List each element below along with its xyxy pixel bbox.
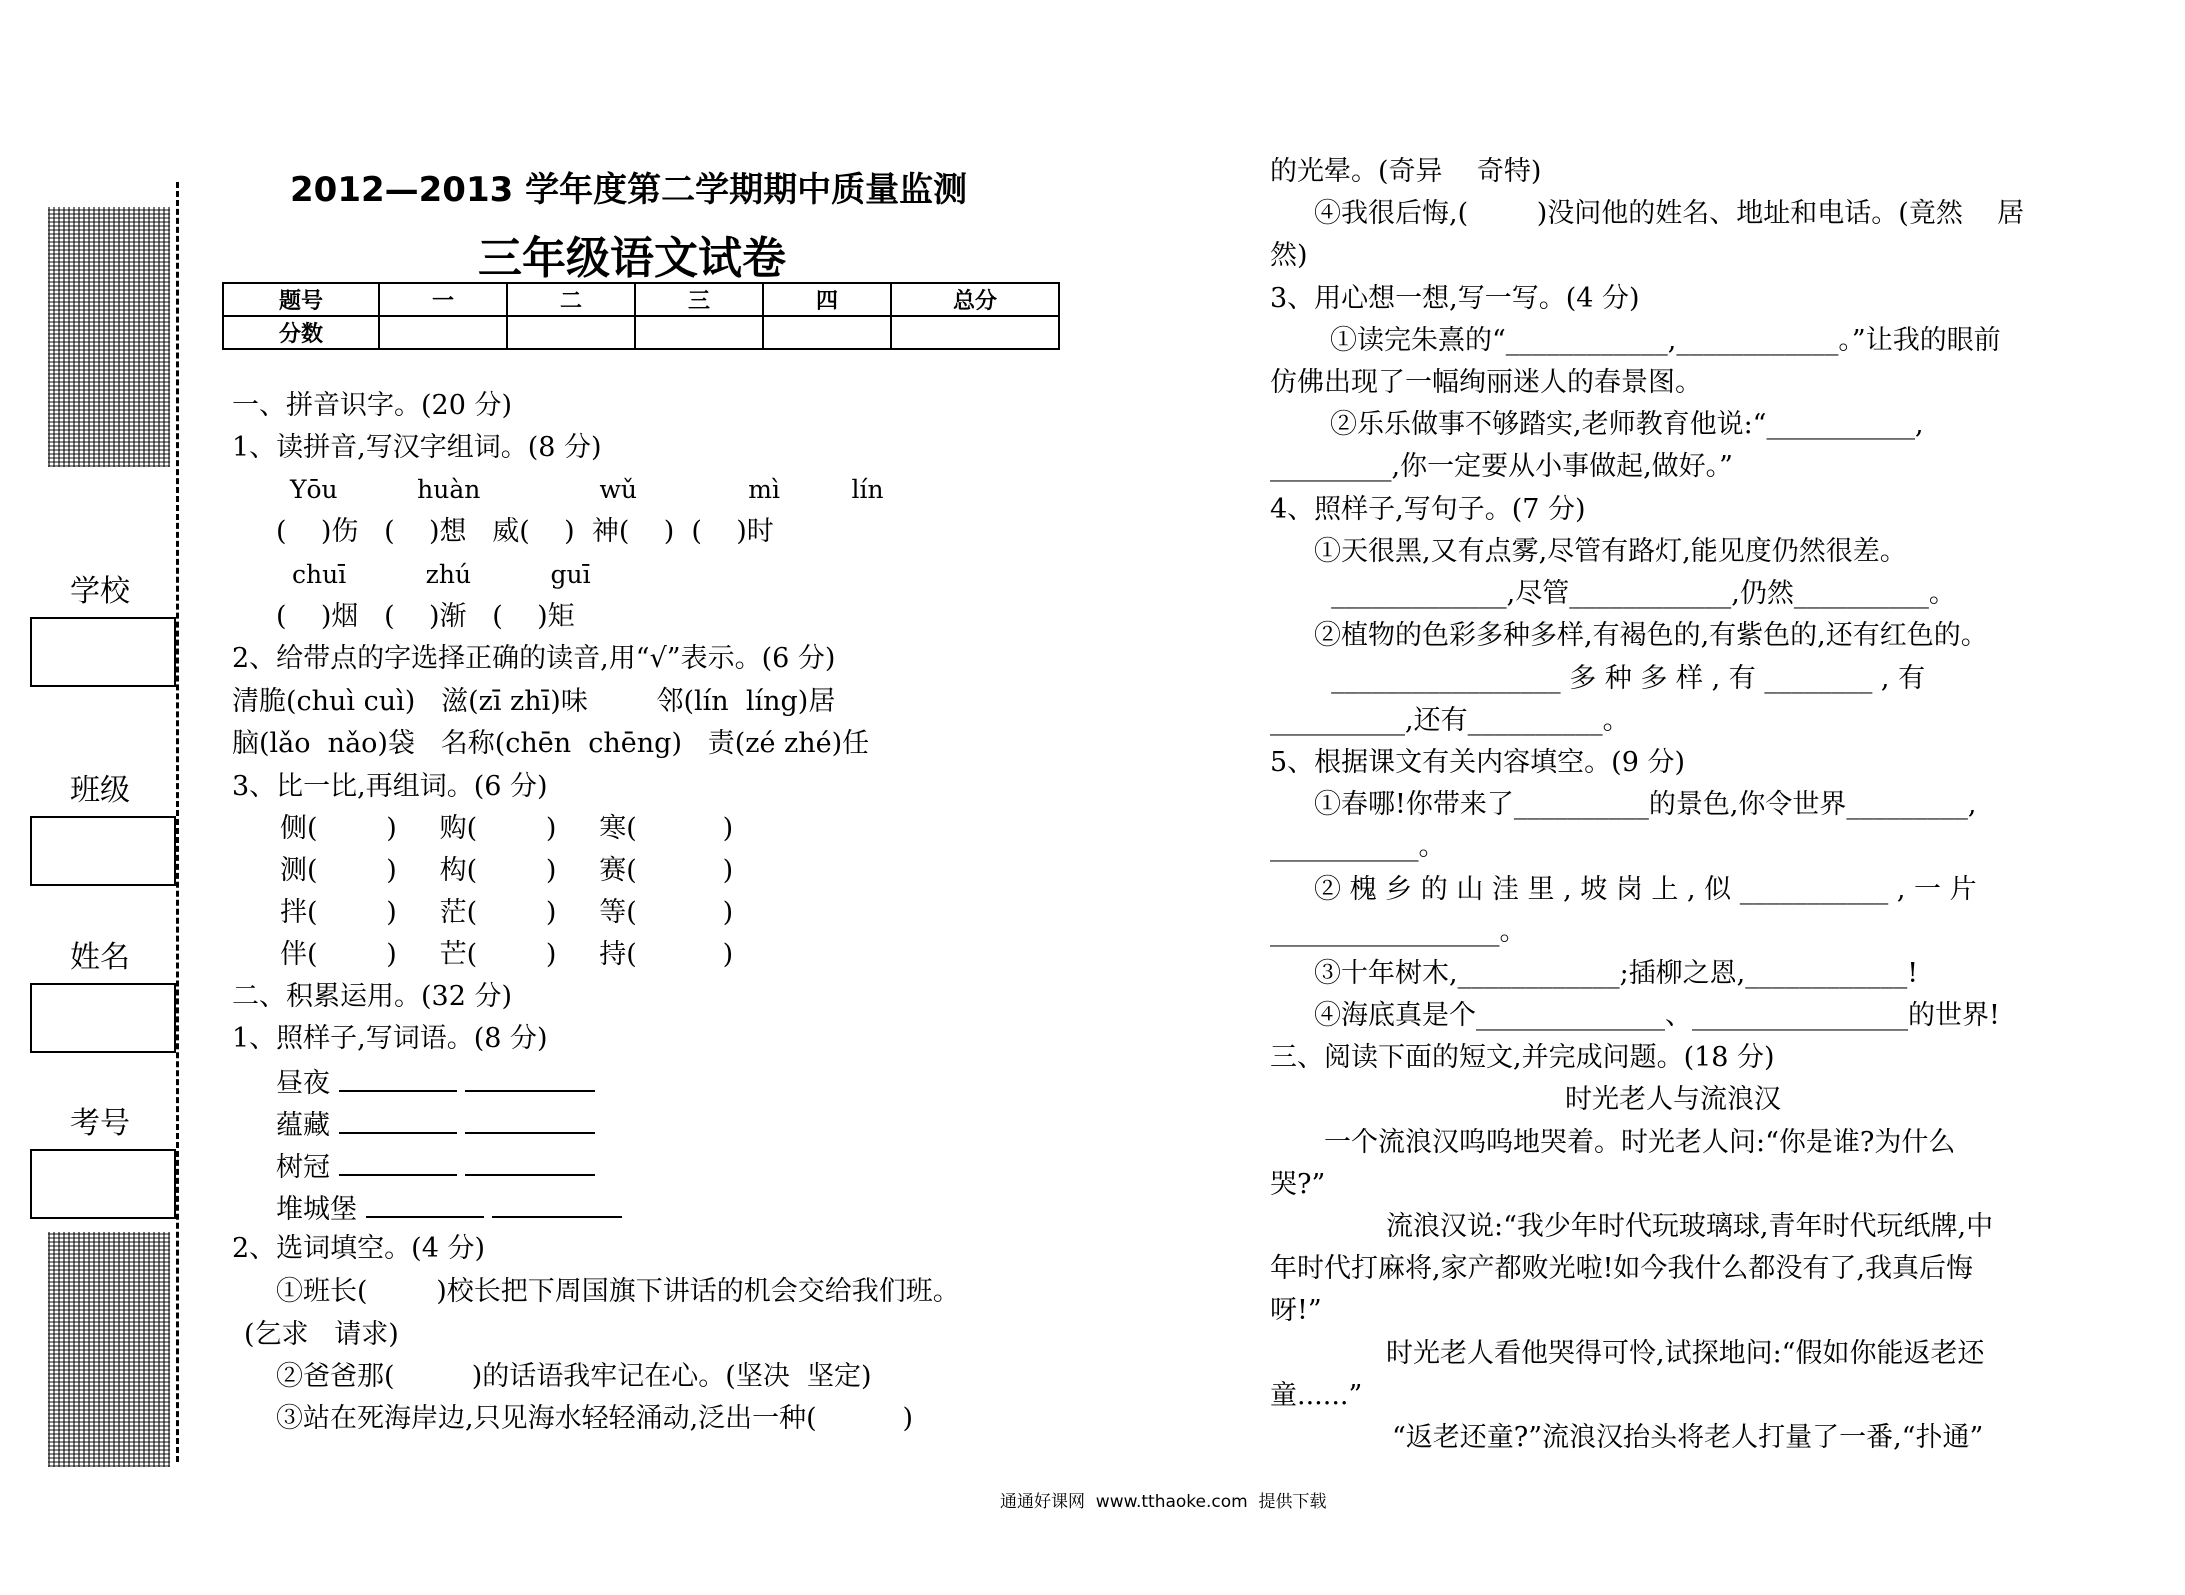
compare-row[interactable]: 拌( ) 茫( ) 等( ) — [280, 897, 734, 928]
fill-line: 仿佛出现了一幅绚丽迷人的春景图。 — [1270, 367, 1702, 398]
blank[interactable] — [339, 1148, 457, 1176]
table-cell: 分数 — [223, 316, 379, 349]
question-3-title: 3、比一比,再组词。(6 分) — [232, 771, 548, 802]
score-input[interactable] — [507, 316, 635, 349]
question-r4-title: 4、照样子,写句子。(7 分) — [1270, 494, 1586, 525]
fill-line[interactable]: ④海底真是个______________、________________的世界! — [1314, 1000, 2000, 1031]
score-input[interactable] — [763, 316, 891, 349]
question-4-title: 1、照样子,写词语。(8 分) — [232, 1023, 548, 1054]
story-paragraph: 年时代打麻将,家产都败光啦!如今我什么都没有了,我真后悔 — [1270, 1253, 1974, 1284]
binding-line — [176, 182, 179, 1462]
footer-credit: 通通好课网 www.tthaoke.com 提供下载 — [1000, 1492, 1327, 1512]
binding-pattern-top — [48, 207, 170, 467]
fill-line[interactable]: ③十年树木,____________;插柳之恩,____________! — [1314, 958, 1919, 989]
fill-line[interactable]: ①读完朱熹的“____________,____________。”让我的眼前 — [1330, 325, 2001, 356]
compare-row[interactable]: 侧( ) 购( ) 寒( ) — [280, 813, 734, 844]
compare-row[interactable]: 伴( ) 芒( ) 持( ) — [280, 939, 734, 970]
exam-subtitle: 三年级语文试卷 — [478, 233, 786, 284]
pronunciation-row-1[interactable]: 清脆(chuì cuì) 滋(zī zhī)味 邻(lín líng)居 — [232, 686, 836, 717]
score-input[interactable] — [379, 316, 507, 349]
story-paragraph: 一个流浪汉呜呜地哭着。时光老人问:“你是谁?为什么 — [1324, 1127, 1956, 1158]
fill-line: 然) — [1270, 240, 1308, 271]
fill-line[interactable]: ②乐乐做事不够踏实,老师教育他说:“___________, — [1330, 409, 1924, 440]
blank[interactable] — [465, 1148, 595, 1176]
question-r3-title: 3、用心想一想,写一写。(4 分) — [1270, 283, 1640, 314]
pronunciation-row-2[interactable]: 脑(lǎo nǎo)袋 名称(chēn chēng) 责(zé zhé)任 — [232, 728, 870, 759]
name-label: 姓名 — [70, 940, 130, 975]
pinyin-row-2: chuī zhú guī — [292, 560, 591, 589]
section-3-title: 三、阅读下面的短文,并完成问题。(18 分) — [1270, 1042, 1775, 1073]
fill-line[interactable]: ①班长( )校长把下周国旗下讲话的机会交给我们班。 — [276, 1276, 960, 1307]
fill-line[interactable]: _________________ 多 种 多 样 , 有 ________ , 有 — [1314, 663, 1926, 694]
story-title: 时光老人与流浪汉 — [1565, 1084, 1781, 1115]
pinyin-row-1: Yōu huàn wǔ mì lín — [290, 475, 884, 504]
name-field[interactable] — [30, 983, 176, 1053]
fill-line[interactable]: ④我很后悔,( )没问他的姓名、地址和电话。(竟然 居 — [1314, 198, 2025, 229]
fill-line[interactable]: __________,还有__________。 — [1270, 705, 1630, 736]
table-cell: 题号 — [223, 283, 379, 316]
section-1-title: 一、拼音识字。(20 分) — [232, 390, 513, 421]
table-cell: 一 — [379, 283, 507, 316]
fill-line[interactable]: ②爸爸那( )的话语我牢记在心。(坚决 坚定) — [276, 1361, 872, 1392]
section-2-title: 二、积累运用。(32 分) — [232, 981, 513, 1012]
score-table — [222, 282, 1060, 350]
blank[interactable] — [339, 1106, 457, 1134]
fill-line[interactable]: ③站在死海岸边,只见海水轻轻涌动,泛出一种( ) — [276, 1403, 914, 1434]
answer-row-1[interactable]: ( )伤 ( )想 威( ) 神( ) ( )时 — [276, 516, 774, 547]
school-label: 学校 — [70, 574, 130, 609]
exam-title: 2012—2013 学年度第二学期期中质量监测 — [290, 170, 968, 210]
blank[interactable] — [492, 1190, 622, 1218]
table-cell: 二 — [507, 283, 635, 316]
blank[interactable] — [339, 1064, 457, 1092]
question-1-title: 1、读拼音,写汉字组词。(8 分) — [232, 432, 602, 463]
fill-line: (乞求 请求) — [244, 1319, 399, 1350]
score-input[interactable] — [891, 316, 1059, 349]
fill-line: ①天很黑,又有点雾,尽管有路灯,能见度仍然很差。 — [1314, 536, 1907, 567]
example-word — [276, 1148, 595, 1185]
score-input[interactable] — [635, 316, 763, 349]
score-table-row — [223, 316, 1059, 349]
fill-line[interactable]: ①春哪!你带来了__________的景色,你令世界_________, — [1314, 789, 1977, 820]
class-field[interactable] — [30, 816, 176, 886]
question-r5-title: 5、根据课文有关内容填空。(9 分) — [1270, 747, 1686, 778]
story-paragraph: 流浪汉说:“我少年时代玩玻璃球,青年时代玩纸牌,中 — [1386, 1211, 1994, 1242]
score-table-header — [223, 283, 1059, 316]
answer-row-2[interactable]: ( )烟 ( )渐 ( )矩 — [276, 601, 575, 632]
fill-line[interactable]: _________________。 — [1270, 916, 1527, 947]
fill-line: ②植物的色彩多种多样,有褐色的,有紫色的,还有红色的。 — [1314, 620, 1988, 651]
fill-line[interactable]: _________,你一定要从小事做起,做好。” — [1270, 451, 1733, 482]
blank[interactable] — [366, 1190, 484, 1218]
story-paragraph: 时光老人看他哭得可怜,试探地问:“假如你能返老还 — [1386, 1338, 1985, 1369]
table-cell: 四 — [763, 283, 891, 316]
blank[interactable] — [465, 1106, 595, 1134]
school-field[interactable] — [30, 617, 176, 687]
exam-no-field[interactable] — [30, 1149, 176, 1219]
compare-row[interactable]: 测( ) 构( ) 赛( ) — [280, 855, 734, 886]
fill-line[interactable]: ___________。 — [1270, 831, 1446, 862]
story-paragraph: 呀!” — [1270, 1295, 1322, 1326]
question-5-title: 2、选词填空。(4 分) — [232, 1233, 486, 1264]
table-cell: 三 — [635, 283, 763, 316]
story-paragraph: “返老还童?”流浪汉抬头将老人打量了一番,“扑通” — [1392, 1422, 1984, 1453]
class-label: 班级 — [70, 773, 130, 808]
word-label: 堆城堡 — [276, 1194, 357, 1225]
fill-line[interactable]: _____________,尽管____________,仍然__________。 — [1314, 578, 1956, 609]
question-2-title: 2、给带点的字选择正确的读音,用“√”表示。(6 分) — [232, 643, 836, 674]
fill-line[interactable]: ② 槐 乡 的 山 洼 里 , 坡 岗 上 , 似 ___________ , 一 片 — [1314, 874, 1977, 905]
word-label: 树冠 — [276, 1152, 330, 1183]
example-word — [276, 1106, 595, 1143]
word-label: 昼夜 — [276, 1068, 330, 1099]
binding-pattern-bottom — [48, 1232, 170, 1467]
example-word — [276, 1064, 595, 1101]
table-cell: 总分 — [891, 283, 1059, 316]
word-label: 蕴藏 — [276, 1110, 330, 1141]
story-paragraph: 童......” — [1270, 1380, 1363, 1411]
example-word — [276, 1190, 622, 1227]
exam-no-label: 考号 — [70, 1106, 130, 1141]
blank[interactable] — [465, 1064, 595, 1092]
story-paragraph: 哭?” — [1270, 1169, 1326, 1200]
fill-line: 的光晕。(奇异 奇特) — [1270, 156, 1542, 187]
